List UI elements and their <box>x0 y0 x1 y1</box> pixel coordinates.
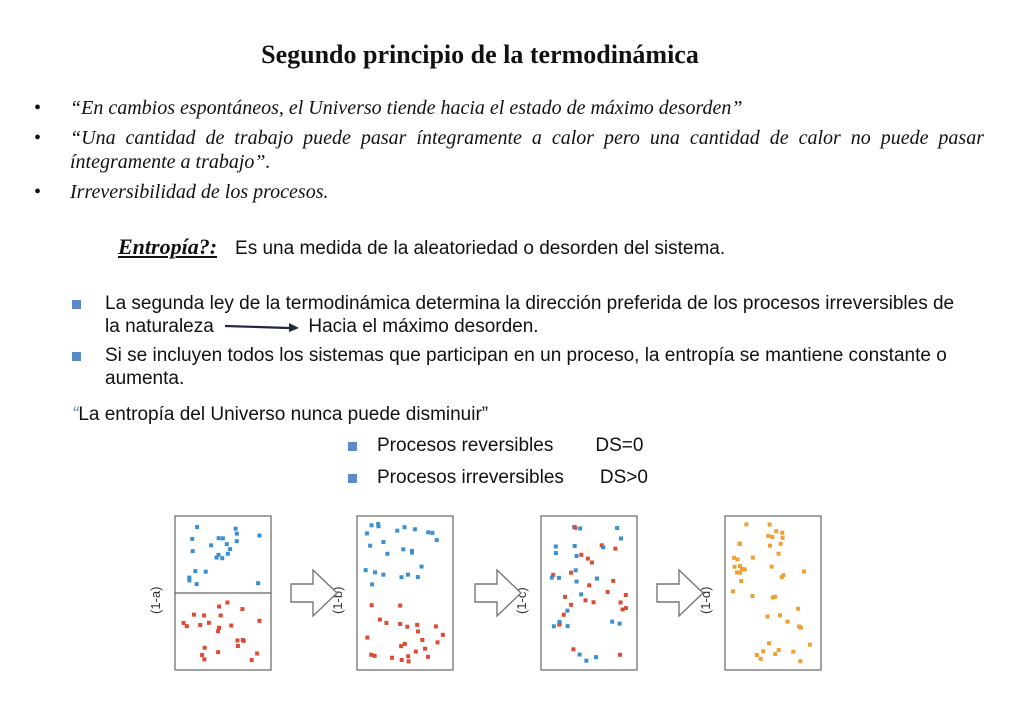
particle <box>786 620 790 624</box>
particle <box>554 551 558 555</box>
bullet-dot: • <box>34 127 42 149</box>
particle <box>407 659 411 663</box>
particle <box>594 655 598 659</box>
particle <box>768 523 772 527</box>
square-bullet-icon <box>348 442 357 451</box>
particle <box>195 525 199 529</box>
particle <box>566 624 570 628</box>
particle <box>395 529 399 533</box>
mixing-diagram <box>145 508 845 678</box>
particle <box>781 573 785 577</box>
particle <box>203 646 207 650</box>
statement-item <box>34 96 984 120</box>
second-law-list <box>72 292 972 396</box>
particle <box>241 638 245 642</box>
principle-statements <box>34 96 984 210</box>
particle <box>624 593 628 597</box>
particle <box>771 595 775 599</box>
particle <box>434 624 438 628</box>
particle <box>557 576 561 580</box>
particle <box>802 570 806 574</box>
list-item <box>72 344 972 390</box>
particle <box>225 600 229 604</box>
arrow-right-icon <box>223 321 299 333</box>
list-item-text: Si se incluyen todos los sistemas que participan en un proceso, la entropía se mantiene constante o aumenta. <box>105 345 947 389</box>
particle <box>370 603 374 607</box>
particle <box>403 525 407 529</box>
particle <box>235 539 239 543</box>
particle <box>618 622 622 626</box>
process-irreversible <box>348 467 648 489</box>
particle <box>193 569 197 573</box>
particle <box>780 531 784 535</box>
particle <box>778 613 782 617</box>
particle <box>732 556 736 560</box>
particle <box>381 573 385 577</box>
particle <box>234 527 238 531</box>
quote-text: La entropía del Universo nunca puede disminuir” <box>78 404 489 425</box>
particle <box>403 642 407 646</box>
particle <box>420 638 424 642</box>
particle <box>777 552 781 556</box>
particle <box>182 621 186 625</box>
particle <box>398 604 402 608</box>
entropy-quote <box>72 404 488 426</box>
particle <box>378 618 382 622</box>
particle <box>423 647 427 651</box>
particle <box>257 534 261 538</box>
particle <box>400 575 404 579</box>
particle <box>215 556 219 560</box>
particle <box>381 540 385 544</box>
particle <box>413 527 417 531</box>
square-bullet-icon <box>348 474 357 483</box>
particle <box>601 545 605 549</box>
process-value: DS>0 <box>599 467 648 488</box>
particle <box>573 544 577 548</box>
particle <box>590 561 594 565</box>
particle <box>217 605 221 609</box>
particle <box>398 622 402 626</box>
particle <box>619 536 623 540</box>
particle <box>562 613 566 617</box>
list-item <box>72 292 972 338</box>
particle <box>759 657 763 661</box>
particle <box>751 556 755 560</box>
particle <box>401 547 405 551</box>
state-label: (1-a) <box>148 586 163 614</box>
particle <box>226 552 230 556</box>
particle <box>798 659 802 663</box>
particle <box>190 537 194 541</box>
statement-text: “En cambios espontáneos, el Universo tiende hacia el estado de máximo desorden” <box>70 97 743 119</box>
particle <box>420 565 424 569</box>
particle <box>202 657 206 661</box>
max-disorder-text: Hacia el máximo desorden. <box>308 316 539 337</box>
process-label: Procesos irreversibles <box>377 467 564 488</box>
particle <box>410 551 414 555</box>
particle <box>373 654 377 658</box>
state-box <box>148 516 271 670</box>
particle <box>738 542 742 546</box>
particle <box>744 522 748 526</box>
particle <box>204 570 208 574</box>
particle <box>426 530 430 534</box>
particle <box>618 653 622 657</box>
particle <box>592 600 596 604</box>
particle <box>373 570 377 574</box>
particle <box>187 579 191 583</box>
particle <box>796 607 800 611</box>
particle <box>228 547 232 551</box>
particle <box>229 624 233 628</box>
particle <box>370 523 374 527</box>
particle <box>369 653 373 657</box>
particle <box>574 568 578 572</box>
particle <box>736 557 740 561</box>
square-bullet-icon <box>72 300 81 309</box>
particle <box>195 582 199 586</box>
statement-item <box>34 180 984 204</box>
particle <box>385 552 389 556</box>
particle <box>586 557 590 561</box>
bullet-dot: • <box>34 181 42 203</box>
particle <box>755 653 759 657</box>
particle <box>606 590 610 594</box>
square-bullet-icon <box>72 352 81 361</box>
particle <box>200 653 204 657</box>
particle <box>552 624 556 628</box>
particle <box>220 556 224 560</box>
particle <box>733 565 737 569</box>
state-box <box>330 516 453 670</box>
particle <box>550 576 554 580</box>
particle <box>198 623 202 627</box>
particle <box>399 644 403 648</box>
particle <box>416 575 420 579</box>
state-box <box>698 516 821 670</box>
particle <box>219 613 223 617</box>
particle <box>250 658 254 662</box>
particle <box>217 626 221 630</box>
state-label: (1-d) <box>698 586 713 614</box>
particle <box>365 531 369 535</box>
particle <box>368 544 372 548</box>
particle <box>221 536 225 540</box>
particle <box>624 606 628 610</box>
particle <box>415 623 419 627</box>
particle <box>615 526 619 530</box>
state-box <box>514 516 637 670</box>
particle <box>595 577 599 581</box>
particle <box>225 542 229 546</box>
particle <box>770 565 774 569</box>
particle <box>416 629 420 633</box>
particle <box>414 650 418 654</box>
statement-item <box>34 126 984 174</box>
state-label: (1-c) <box>514 587 529 614</box>
particle <box>370 582 374 586</box>
particle <box>740 567 744 571</box>
particle <box>255 651 259 655</box>
particle <box>766 615 770 619</box>
particle <box>731 589 735 593</box>
particle <box>569 571 573 575</box>
particle <box>240 607 244 611</box>
particle <box>587 583 591 587</box>
particle <box>799 626 803 630</box>
particle <box>400 658 404 662</box>
particle <box>209 543 213 547</box>
particle <box>768 544 772 548</box>
particle <box>777 648 781 652</box>
particle <box>390 656 394 660</box>
entropy-text: Es una medida de la aleatoriedad o desorden del sistema. <box>235 238 726 259</box>
page-title: Segundo principio de la termodinámica <box>261 40 699 69</box>
particle <box>583 598 587 602</box>
particle <box>770 535 774 539</box>
particle <box>766 534 770 538</box>
open-quote-mark: “ <box>72 404 79 425</box>
particle <box>235 532 239 536</box>
particle <box>235 638 239 642</box>
particle <box>426 655 430 659</box>
process-arrow-icon <box>657 570 703 616</box>
particle <box>579 592 583 596</box>
particle <box>406 573 410 577</box>
particle <box>554 545 558 549</box>
particle <box>384 621 388 625</box>
particle <box>563 595 567 599</box>
process-value: DS=0 <box>595 435 644 456</box>
particle <box>364 568 368 572</box>
particle <box>436 640 440 644</box>
entropy-label: Entropía?: <box>118 234 218 259</box>
particle <box>575 554 579 558</box>
particle <box>573 526 577 530</box>
particle <box>579 553 583 557</box>
particle <box>578 526 582 530</box>
particle <box>191 549 195 553</box>
particle <box>406 654 410 658</box>
particle <box>435 538 439 542</box>
list-item-text <box>105 292 972 338</box>
particle <box>779 542 783 546</box>
particle <box>774 529 778 533</box>
particle <box>405 625 409 629</box>
particle <box>236 644 240 648</box>
particle <box>791 650 795 654</box>
particle <box>569 603 573 607</box>
particle <box>584 659 588 663</box>
particle <box>257 619 261 623</box>
particle <box>441 633 445 637</box>
particle <box>761 649 765 653</box>
particle <box>202 613 206 617</box>
particle <box>610 620 614 624</box>
particle <box>571 647 575 651</box>
particle <box>365 636 369 640</box>
particle <box>256 581 260 585</box>
particle <box>767 641 771 645</box>
particle <box>430 531 434 535</box>
process-label: Procesos reversibles <box>377 435 554 456</box>
particle <box>217 536 221 540</box>
particle <box>216 629 220 633</box>
process-reversible <box>348 435 643 457</box>
entropy-definition <box>118 234 725 260</box>
particle <box>376 522 380 526</box>
particle <box>216 650 220 654</box>
particle <box>773 652 777 656</box>
particle <box>613 547 617 551</box>
particle <box>575 580 579 584</box>
particle <box>611 579 615 583</box>
bullet-dot: • <box>34 97 42 119</box>
particle <box>192 613 196 617</box>
particle <box>578 653 582 657</box>
particle <box>739 579 743 583</box>
particle <box>558 620 562 624</box>
particle <box>750 594 754 598</box>
container-frame <box>725 516 821 670</box>
particle <box>781 536 785 540</box>
state-label: (1-b) <box>330 586 345 614</box>
particle <box>808 643 812 647</box>
particle <box>565 609 569 613</box>
statement-text: Irreversibilidad de los procesos. <box>70 181 329 203</box>
statement-text: “Una cantidad de trabajo puede pasar íntegramente a calor pero una cantidad de calor no puede pasar íntegramente a trabajo”. <box>70 127 984 173</box>
particle <box>619 600 623 604</box>
particle <box>207 621 211 625</box>
second-law-direction-text: La segunda ley de la termodinámica determina la dirección preferida de los procesos irreversibles de la naturaleza <box>105 293 955 337</box>
